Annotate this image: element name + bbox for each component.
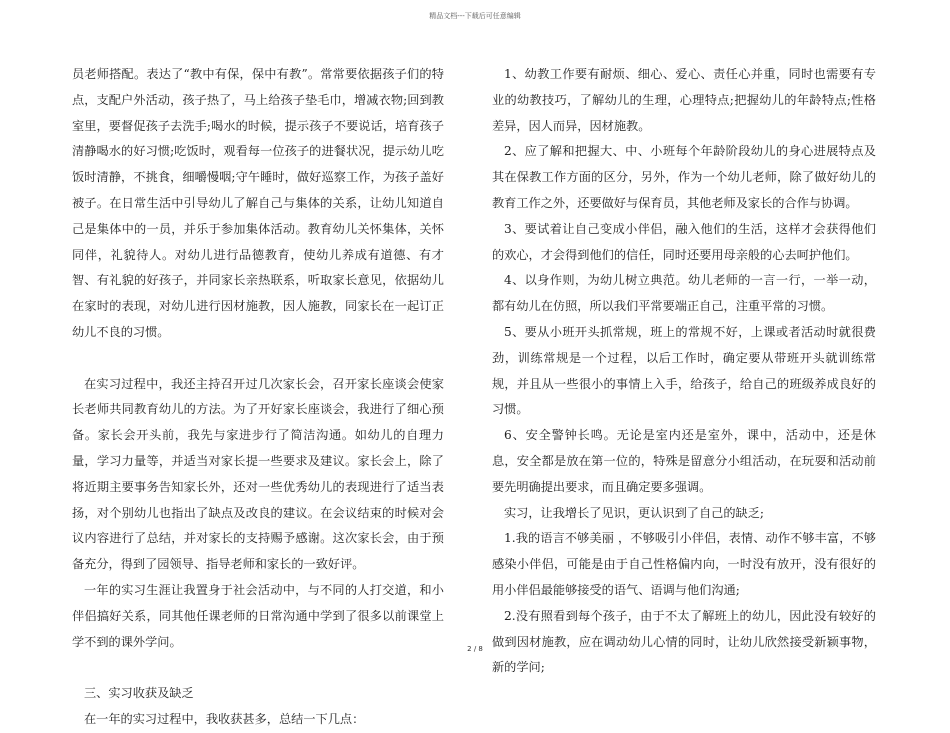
- left-column: [72, 62, 444, 733]
- paragraph: 一年的实习生涯让我置身于社会活动中，与不同的人打交道，和小伴侣搞好关系，同其他任课老师的日常沟通中学到了很多以前课堂上学不到的课外学问。: [72, 582, 444, 649]
- list-item: 6、安全警钟长鸣。无论是室内还是室外，课中，活动中，还是休息，安全都是放在第一位的，特殊是留意分小组活动，在玩耍和活动前要先明确提出要求，而且确定要多强调。: [492, 428, 876, 494]
- list-item: 1、幼教工作要有耐烦、细心、爱心、责任心并重，同时也需要有专业的幼教技巧，了解幼儿的生理，心理特点;把握幼儿的年龄特点;性格差异，因人而异，因材施教。: [492, 67, 876, 133]
- list-item: 3、要试着让自己变成小伴侣，融入他们的生活，这样才会获得他们的欢心，才会得到他们的信任，同时还要用母亲般的心去呵护他们。: [492, 221, 876, 262]
- page-number: 2 / 8: [467, 645, 483, 653]
- paragraph: 在一年的实习过程中，我收获甚多，总结一下几点：: [84, 711, 365, 726]
- list-item: 1.我的语言不够美丽 ，不够吸引小伴侣，表情、动作不够丰富，不够感染小伴侣，可能是由于自己性格偏内向，一时没有放开，没有很好的用小伴侣最能够接受的语气、语调与他们沟通;: [492, 531, 876, 597]
- right-column: [492, 62, 876, 681]
- paragraph: 实习，让我增长了见识，更认识到了自己的缺乏;: [504, 505, 765, 520]
- list-item: 5、要从小班开头抓常规，班上的常规不好，上课或者活动时就很费劲，训练常规是一个过程，以后工作时，确定要从带班开头就训练常规，并且从一些很小的事情上入手，给孩子，给自己的班级养成良好的习惯。: [492, 324, 876, 417]
- list-item: 4、以身作则，为幼儿树立典范。幼儿老师的一言一行，一举一动，都有幼儿在仿照，所以我们平常要端正自己，注重平常的习惯。: [492, 273, 876, 314]
- list-item: 2.没有照看到每个孩子，由于不太了解班上的幼儿，因此没有较好的做到因材施教，应在调动幼儿心情的同时，让幼儿欣然接受新颖事物，新的学问;: [492, 608, 876, 675]
- paragraph: 在实习过程中，我还主持召开过几次家长会，召开家长座谈会使家长老师共同教育幼儿的方法。为了开好家长座谈会，我进行了细心预备。家长会开头前，我先与家进步行了简洁沟通。如幼儿的自理力量，学习力量等，并适当对家长提一些要求及建议。家长会上，除了将近期主要事务告知家长外，还对一些优秀幼儿的表现进行了适当表扬，对个别幼儿也指出了缺点及改良的建议。在会议结束的时候对会议内容进行了总结，并对家长的支持赐予感谢。这次家长会，由于预备充分，得到了园领导、指导老师和家长的一致好评。: [72, 376, 444, 572]
- page-header: 精品文档---下载后可任意编辑: [429, 12, 521, 20]
- paragraph: 员老师搭配。表达了“教中有保，保中有教”。常常要依据孩子们的特点，支配户外活动，孩子热了，马上给孩子垫毛巾，增减衣物;回到教室里，要督促孩子去洗手;喝水的时候，提示孩子不要说话，培育孩子清静喝水的好习惯;吃饭时，观看每一位孩子的进餐状况，提示幼儿吃饭时清静，不挑食，细嚼慢咽;守午睡时，做好巡察工作，为孩子盖好被子。在日常生活中引导幼儿了解自己与集体的关系，让幼儿知道自己是集体中的一员，并乐于参加集体活动。教育幼儿关怀集体，关怀同伴，礼貌待人。对幼儿进行品德教育，使幼儿养成有道德、有才智、有礼貌的好孩子，并同家长亲热联系，听取家长意见，依据幼儿在家时的表现，对幼儿进行因材施教，因人施教，同家长在一起订正幼儿不良的习惯。: [72, 67, 444, 339]
- list-item: 2、应了解和把握大、中、小班每个年龄阶段幼儿的身心进展特点及其在保教工作方面的区分，另外，作为一个幼儿老师，除了做好幼儿的教育工作之外，还要做好与保育员，其他老师及家长的合作与协调。: [492, 144, 876, 210]
- section-heading: 三、实习收获及缺乏: [84, 686, 194, 701]
